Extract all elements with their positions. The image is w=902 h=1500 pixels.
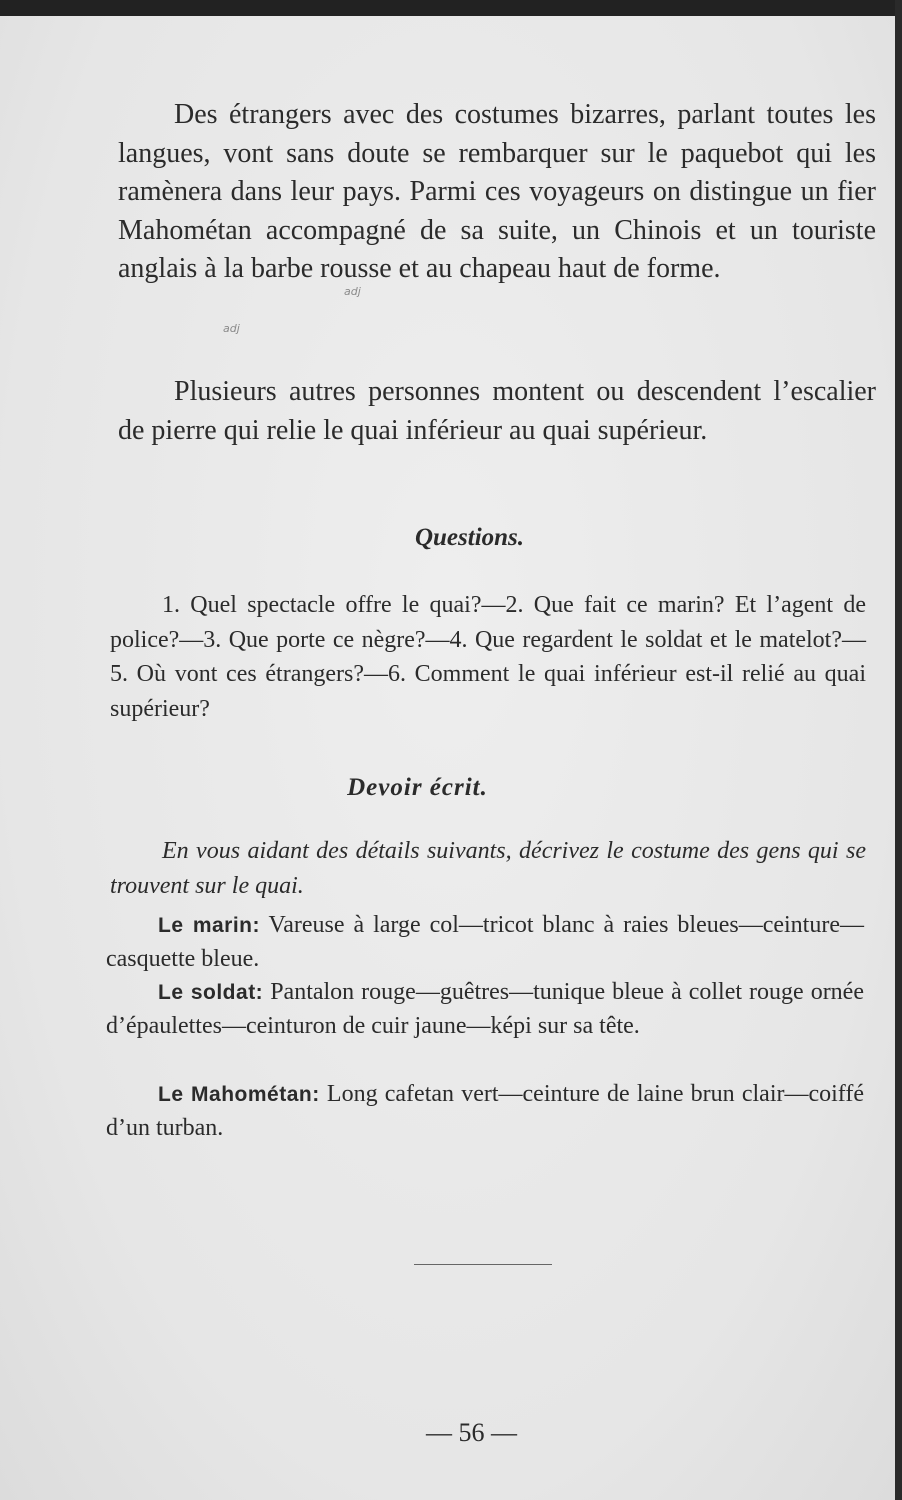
paragraph-2: Plusieurs autres personnes montent ou descendent l’escalier de pierre qui relie le quai inférieur au quai supérieur. xyxy=(118,376,876,446)
item-label: Le Mahométan: xyxy=(158,1083,320,1106)
item-label: Le marin: xyxy=(158,914,260,937)
devoir-item xyxy=(106,909,864,976)
scan-right-edge xyxy=(895,0,902,1500)
item-text: Vareuse à large col—tricot blanc à raies bleues—ceinture—casquette bleue. xyxy=(106,912,864,972)
devoir-item xyxy=(106,976,864,1043)
page-number: — 56 — xyxy=(426,1418,517,1447)
pencil-annotation: adj xyxy=(223,322,240,335)
item-label: Le soldat: xyxy=(158,981,264,1004)
book-page xyxy=(0,16,895,1500)
devoir-item xyxy=(106,1078,864,1145)
questions-text: 1. Quel spectacle offre le quai?—2. Que fait ce marin? Et l’agent de police?—3. Que porte ce nègre?—4. Que regardent le soldat et le matelot?— 5. Où vont ces étrangers?—6. Comment le quai inférieur est-il relié au quai supérieur? xyxy=(110,592,866,722)
pencil-annotation: adj xyxy=(344,285,361,298)
section-divider xyxy=(414,1264,552,1265)
devoir-instructions: En vous aidant des détails suivants, décrivez le costume des gens qui se trouvent sur le quai. xyxy=(110,838,866,899)
questions-heading: Questions. xyxy=(414,524,525,551)
paragraph-1: Des étrangers avec des costumes bizarres, parlant toutes les langues, vont sans doute se rembarquer sur le paquebot qui les ramènera dans leur pays. Parmi ces voyageurs on distingue un fier Mahométan accompagné de sa suite, un Chinois et un touriste anglais à la barbe rousse et au chapeau haut de forme. xyxy=(118,99,876,284)
scan-top-edge xyxy=(0,0,902,16)
item-text: Long cafetan vert—ceinture de laine brun clair—coiffé d’un turban. xyxy=(106,1081,865,1141)
devoir-heading: Devoir écrit. xyxy=(347,774,488,801)
item-text: Pantalon rouge—guêtres—tunique bleue à collet rouge ornée d’épaulettes—ceinturon de cuir jaune—képi sur sa tête. xyxy=(106,979,864,1039)
